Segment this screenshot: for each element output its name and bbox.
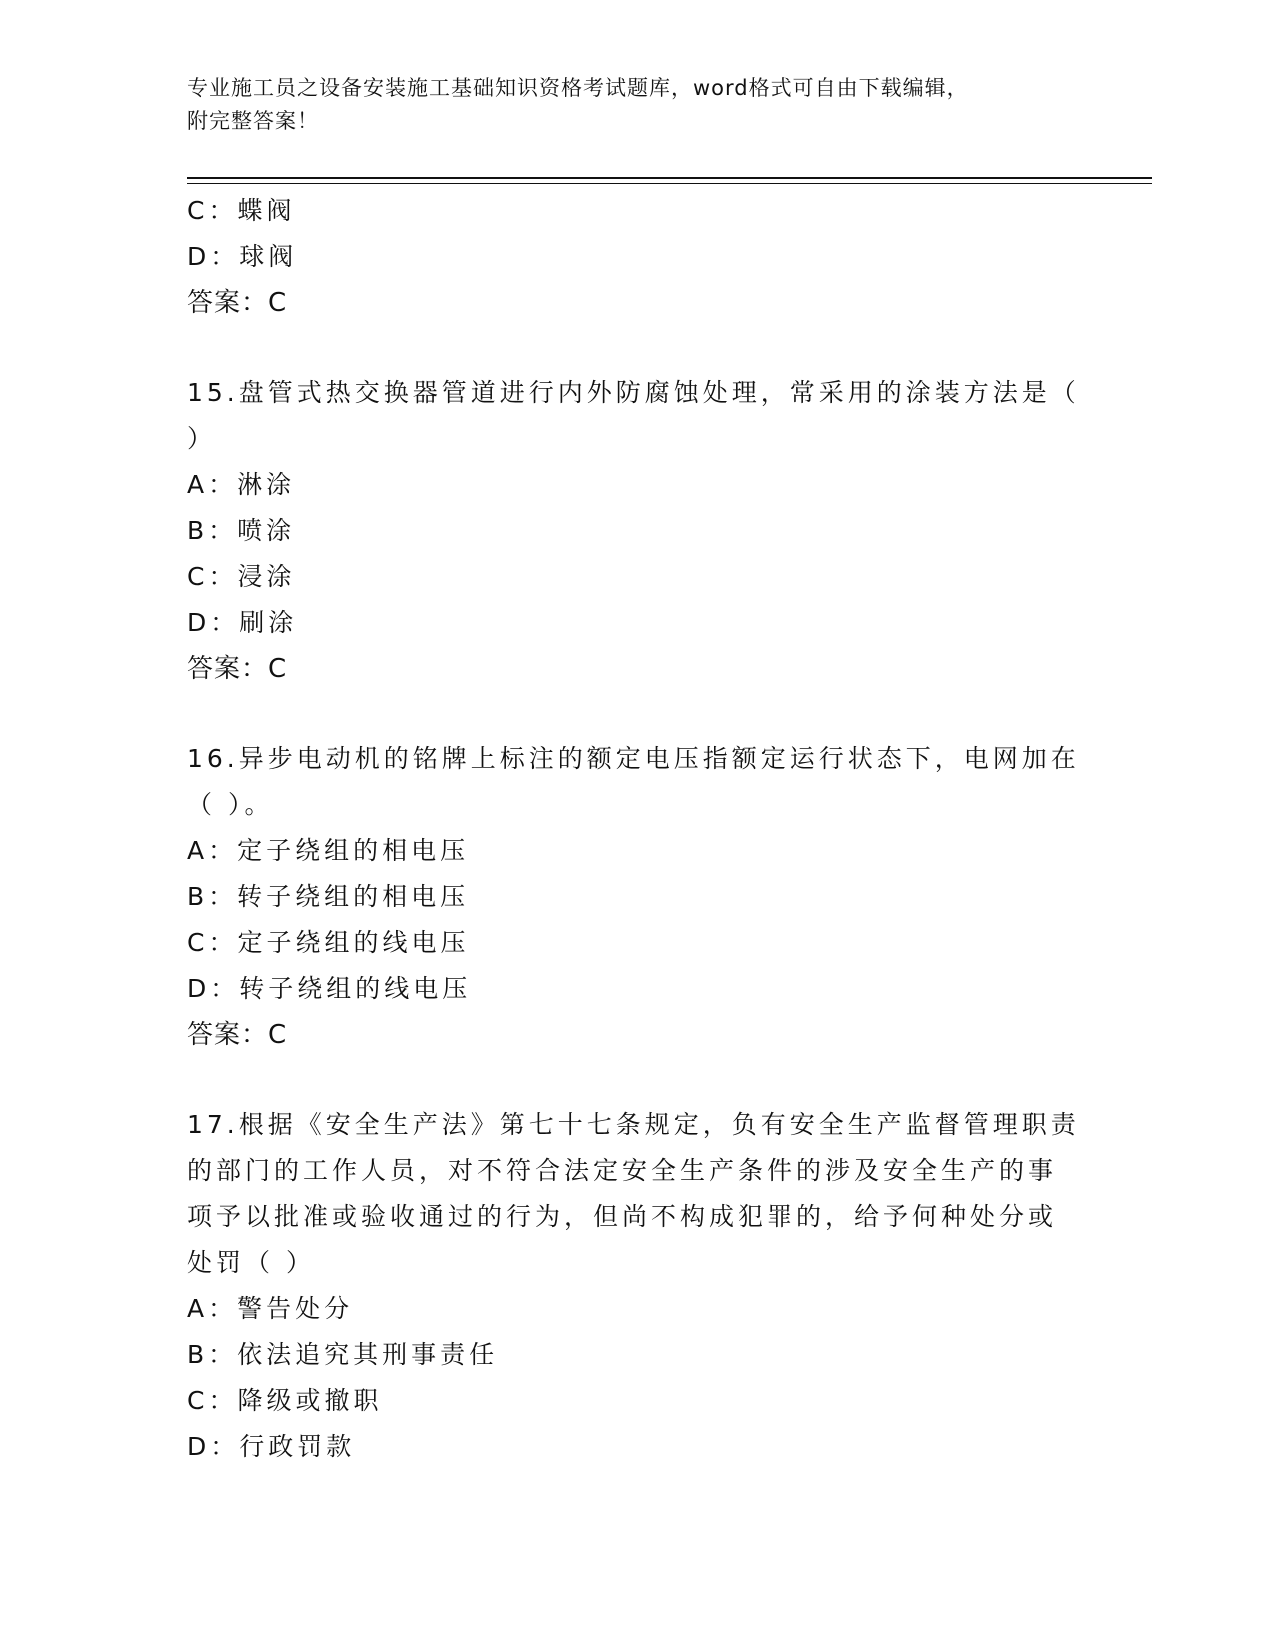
option-b: B：依法追究其刑事责任 — [187, 1340, 499, 1369]
question-15 — [187, 370, 1087, 692]
option-d: D：行政罚款 — [187, 1432, 356, 1461]
question-16 — [187, 736, 1087, 1058]
stem-line-4: 处罚（ ） — [187, 1248, 315, 1277]
header-line-2: 附完整答案！ — [187, 109, 319, 133]
stem-line-1: 16.异步电动机的铭牌上标注的额定电压指额定运行状态下，电网加在 — [187, 744, 1080, 773]
question-stem — [187, 1102, 1087, 1286]
answer-line: 答案：C — [187, 288, 288, 318]
stem-line-2: ） — [187, 424, 217, 453]
stem-line-1: 15.盘管式热交换器管道进行内外防腐蚀处理，常采用的涂装方法是（ — [187, 378, 1080, 407]
option-d: D：转子绕组的线电压 — [187, 974, 472, 1003]
option-b: B：喷涂 — [187, 516, 296, 545]
header-rule-thin — [187, 183, 1152, 184]
header-rule-thick — [187, 177, 1152, 179]
answer-line: 答案：C — [187, 654, 288, 684]
answer-line: 答案：C — [187, 1020, 288, 1050]
option-d: D：球阀 — [187, 242, 298, 271]
option-c: C：降级或撤职 — [187, 1386, 383, 1415]
option-b: B：转子绕组的相电压 — [187, 882, 470, 911]
option-c: C：定子绕组的线电压 — [187, 928, 470, 957]
stem-line-1: 17.根据《安全生产法》第七十七条规定，负有安全生产监督管理职责 — [187, 1110, 1080, 1139]
stem-line-2: （ ）。 — [187, 790, 274, 819]
question-stem — [187, 370, 1087, 462]
question-17 — [187, 1102, 1087, 1470]
option-c: C：浸涂 — [187, 562, 296, 591]
question-stem — [187, 736, 1087, 828]
option-d: D：刷涂 — [187, 608, 298, 637]
option-a: A：淋涂 — [187, 470, 296, 499]
document-header — [187, 72, 1067, 138]
question-14 — [187, 188, 1087, 326]
question-list — [187, 188, 1087, 1470]
header-line-1: 专业施工员之设备安装施工基础知识资格考试题库，word格式可自由下载编辑， — [187, 76, 969, 100]
stem-line-2: 的部门的工作人员，对不符合法定安全生产条件的涉及安全生产的事 — [187, 1156, 1058, 1185]
option-c: C：蝶阀 — [187, 196, 296, 225]
option-a: A：定子绕组的相电压 — [187, 836, 470, 865]
option-a: A：警告处分 — [187, 1294, 354, 1323]
stem-line-3: 项予以批准或验收通过的行为，但尚不构成犯罪的，给予何种处分或 — [187, 1202, 1058, 1231]
